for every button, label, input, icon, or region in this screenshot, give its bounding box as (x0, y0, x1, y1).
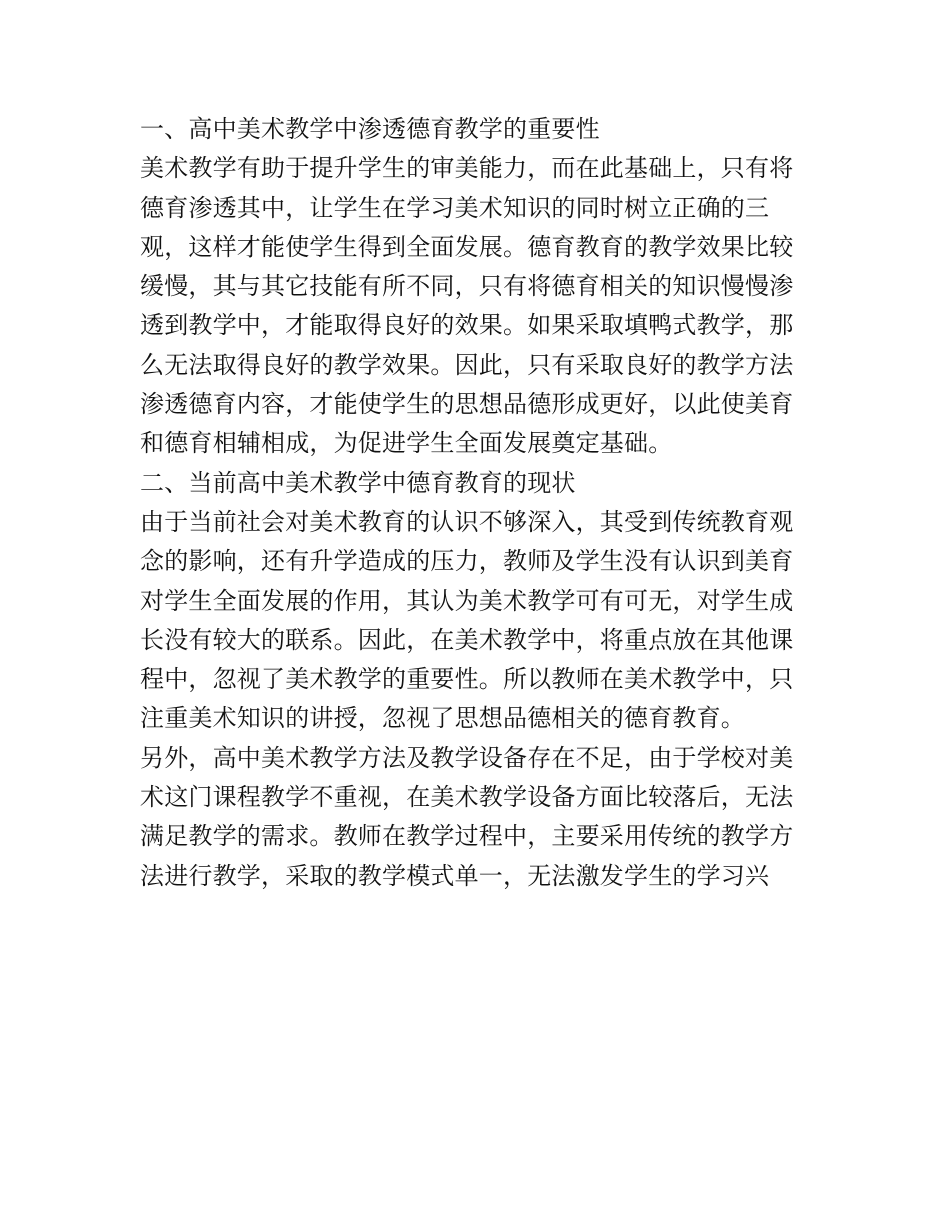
paragraph-line: 程中，忽视了美术教学的重要性。所以教师在美术教学中，只 (140, 665, 794, 694)
paragraph-line: 注重美术知识的讲授，忽视了思想品德相关的德育教育。 (140, 704, 745, 733)
paragraph-line: 长没有较大的联系。因此，在美术教学中，将重点放在其他课 (140, 625, 794, 654)
paragraph-line: 观，这样才能使学生得到全面发展。德育教育的教学效果比较 (140, 232, 794, 261)
paragraph-line: 和德育相辅相成，为促进学生全面发展奠定基础。 (140, 429, 673, 458)
paragraph-line: 德育渗透其中，让学生在学习美术知识的同时树立正确的三 (140, 193, 770, 222)
paragraph-line: 缓慢，其与其它技能有所不同，只有将德育相关的知识慢慢渗 (140, 272, 794, 301)
paragraph-line: 美术教学有助于提升学生的审美能力，而在此基础上，只有将 (140, 154, 794, 183)
paragraph-line: 对学生全面发展的作用，其认为美术教学可有可无，对学生成 (140, 586, 794, 615)
paragraph-line: 法进行教学，采取的教学模式单一，无法激发学生的学习兴 (140, 861, 770, 890)
paragraph-line: 渗透德育内容，才能使学生的思想品德形成更好，以此使美育 (140, 390, 794, 419)
paragraph-line: 另外，高中美术教学方法及教学设备存在不足，由于学校对美 (140, 743, 794, 772)
paragraph-line: 透到教学中，才能取得良好的效果。如果采取填鸭式教学，那 (140, 311, 794, 340)
paragraph-line: 么无法取得良好的教学效果。因此，只有采取良好的教学方法 (140, 350, 794, 379)
paragraph-line: 由于当前社会对美术教育的认识不够深入，其受到传统教育观 (140, 507, 794, 536)
paragraph-line: 术这门课程教学不重视，在美术教学设备方面比较落后，无法 (140, 783, 794, 812)
section-heading-2: 二、当前高中美术教学中德育教育的现状 (140, 468, 576, 497)
document-body (140, 110, 820, 896)
paragraph-line: 念的影响，还有升学造成的压力，教师及学生没有认识到美育 (140, 547, 794, 576)
section-heading-1: 一、高中美术教学中渗透德育教学的重要性 (140, 115, 600, 143)
paragraph-line: 满足教学的需求。教师在教学过程中，主要采用传统的教学方 (140, 822, 794, 851)
